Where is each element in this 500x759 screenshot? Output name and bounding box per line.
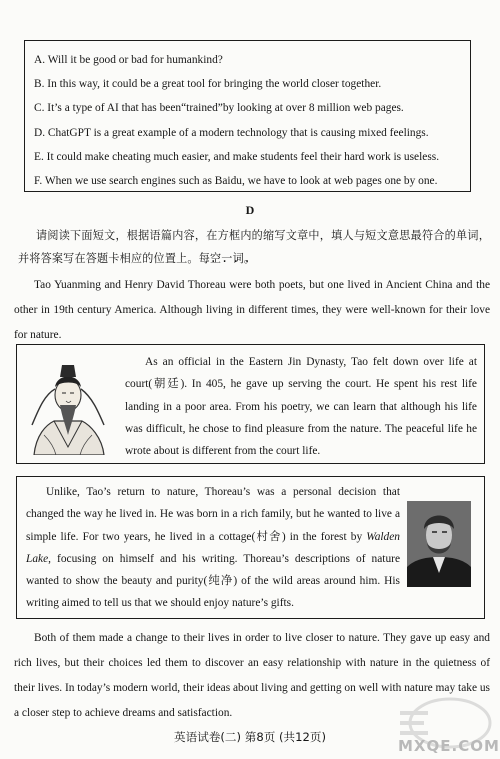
- instruction-end: 。: [243, 252, 256, 265]
- option-d: D. ChatGPT is a great example of a modern technology that is causing mixed feelings.: [34, 126, 429, 139]
- watermark-text: MXQE.COM: [398, 737, 500, 755]
- emphasis-char: 词: [232, 252, 244, 265]
- option-c: C. It’s a type of AI that has been“trained”by looking at over 8 million web pages.: [34, 102, 404, 115]
- instruction-emphasis: [199, 252, 244, 265]
- option-f: F. When we use search engines such as Baidu, we have to look at web pages one by one.: [34, 174, 438, 187]
- option-b: B. In this way, it could be a great tool for bringing the world closer together.: [34, 78, 382, 91]
- intro-paragraph: Tao Yuanming and Henry David Thoreau were both poets, but one lived in Ancient China and the other in 19th century America. Although living in different times, they were well-known for their love for nature.: [14, 279, 490, 341]
- tao-portrait-image: [24, 355, 112, 455]
- emphasis-char: 一: [221, 252, 233, 265]
- option-e: E. It could make cheating much easier, and make students feel their hard work is useless.: [34, 150, 440, 163]
- thoreau-box: [16, 476, 485, 619]
- tao-box-text: As an official in the Eastern Jin Dynasty, Tao felt down over life at court(朝廷). In 405, he gave up serving the court. He spent his rest life landing in a poor area. From his poetry, we can learn that although his life was difficult, he chose to find pleasure from the nature. The peaceful life he wrote about is different from the court life.: [125, 356, 477, 458]
- thoreau-box-text: [26, 481, 400, 615]
- thoreau-text-part2: , focusing on himself and his writing. Thoreau’s descriptions of nature wanted to show the beauty and purity(纯净) of the wild areas around him. His writing aimed to tell us that we should enjoy nature’s gifts.: [26, 552, 400, 610]
- thoreau-text-part1: Unlike, Tao’s return to nature, Thoreau’s was a personal decision that changed the way he lived in. He was born in a rich family, but he wanted to live a simple life. For two years, he lived in a cottage(村舍) in the forest by: [26, 486, 400, 543]
- emphasis-char: 每: [198, 252, 210, 265]
- page-footer: 英语试卷(二) 第8页 (共12页): [174, 730, 326, 744]
- thoreau-portrait-image: [407, 501, 471, 587]
- option-a: A. Will it be good or bad for humankind?: [34, 54, 223, 66]
- conclusion-paragraph: Both of them made a change to their lives in order to live closer to nature. They gave up easy and rich lives, but their choices led them to discover an easy relationship with nature in the quietness of their lives. In today’s modern world, their ideas about living and getting on well with nature may take us a closer step to achieve dreams and satisfaction.: [14, 632, 490, 719]
- walden-lake-text: Walden Lake: [26, 530, 400, 565]
- emphasis-char: 空: [210, 252, 222, 265]
- options-box: [24, 40, 471, 192]
- tao-box: [16, 344, 485, 464]
- instruction: [18, 224, 490, 270]
- section-letter: D: [245, 203, 255, 217]
- instruction-main: 请阅读下面短文，根据语篇内容，在方框内的缩写文章中，填人与短文意思最符合的单词，并将答案写在答题卡相应的位置上。: [18, 229, 490, 265]
